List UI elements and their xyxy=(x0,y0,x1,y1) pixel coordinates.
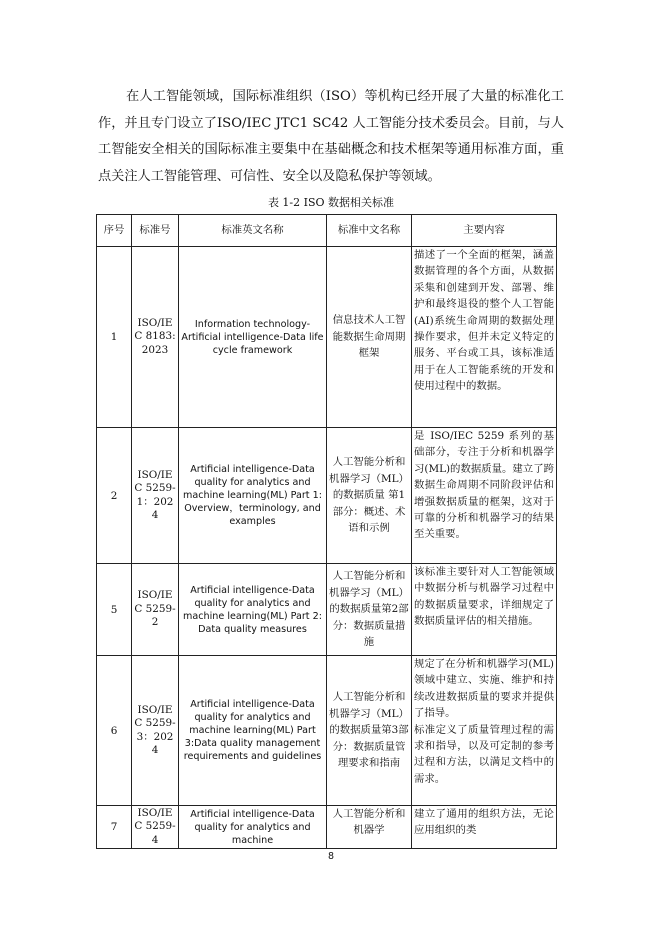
cell-content: 描述了一个全面的框架，涵盖数据管理的各个方面，从数据采集和创建到开发、部署、维护和最终退役的整个人工智能(AI)系统生命周期的数据处理操作要求，但并未定义特定的服务、平台或工具，该标准适用于在人工智能系统的开发和使用过程中的数据。 xyxy=(412,247,557,428)
cell-en-name: Information technology-Artificial intelligence-Data life cycle framework xyxy=(179,247,327,428)
cell-en-name: Artificial intelligence-Data quality for analytics and machine learning(ML) Part 2: Data quality measures xyxy=(179,564,327,656)
cell-code: ISO/IEC 5259-1：2024 xyxy=(132,428,179,564)
header-no: 序号 xyxy=(97,215,132,247)
table-row xyxy=(97,806,557,849)
cell-cn-name: 人工智能分析和机器学习（ML）的数据质量第3部分：数据质量管理要求和指南 xyxy=(327,656,412,806)
cell-code: ISO/IEC 5259-4 xyxy=(132,806,179,849)
cell-content: 该标准主要针对人工智能领域中数据分析与机器学习过程中的数据质量要求，详细规定了数据质量评估的相关措施。 xyxy=(412,564,557,656)
cell-no: 2 xyxy=(97,428,132,564)
header-content: 主要内容 xyxy=(412,215,557,247)
table-row xyxy=(97,428,557,564)
cell-code: ISO/IEC 8183:2023 xyxy=(132,247,179,428)
cell-en-name: Artificial intelligence-Data quality for analytics and machine learning(ML) Part 1: Overview，terminology, and examples xyxy=(179,428,327,564)
cell-cn-name: 信息技术人工智能数据生命周期框架 xyxy=(327,247,412,428)
cell-cn-name: 人工智能分析和机器学习（ML）的数据质量第2部分：数据质量措施 xyxy=(327,564,412,656)
cell-en-name: Artificial intelligence-Data quality for analytics and machine xyxy=(179,806,327,849)
iso-standards-table xyxy=(96,214,557,849)
cell-cn-name: 人工智能分析和机器学 xyxy=(327,806,412,849)
table-header-row xyxy=(97,215,557,247)
cell-no: 5 xyxy=(97,564,132,656)
header-cn-name: 标准中文名称 xyxy=(327,215,412,247)
page-number: 8 xyxy=(327,851,335,862)
cell-content: 规定了在分析和机器学习(ML)领域中建立、实施、维护和持续改进数据质量的要求并提供了指导。 标准定义了质量管理过程的需求和指导，以及可定制的参考过程和方法，以满足文档中的需求。 xyxy=(412,656,557,806)
table-row xyxy=(97,247,557,428)
table-row xyxy=(97,564,557,656)
cell-no: 1 xyxy=(97,247,132,428)
header-code: 标准号 xyxy=(132,215,179,247)
cell-code: ISO/IEC 5259-3：2024 xyxy=(132,656,179,806)
intro-paragraph: 在人工智能领域，国际标准组织（ISO）等机构已经开展了大量的标准化工作，并且专门设立了ISO/IEC JTC1 SC42 人工智能分技术委员会。目前，与人工智能安全相关的国际标准主要集中在基础概念和技术框架等通用标准方面，重点关注人工智能管理、可信性、安全以及隐私保护等领域。 xyxy=(98,89,564,184)
cell-code: ISO/IEC 5259-2 xyxy=(132,564,179,656)
table-caption: 表 1-2 ISO 数据相关标准 xyxy=(267,196,395,209)
header-en-name: 标准英文名称 xyxy=(179,215,327,247)
cell-en-name: Artificial intelligence-Data quality for analytics and machine learning(ML) Part 3:Data quality management requirements and guidelines xyxy=(179,656,327,806)
cell-no: 7 xyxy=(97,806,132,849)
cell-cn-name: 人工智能分析和机器学习（ML）的数据质量 第1部分：概述、术语和示例 xyxy=(327,428,412,564)
cell-content: 是 ISO/IEC 5259 系列的基础部分，专注于分析和机器学习(ML)的数据质量。建立了跨数据生命周期不同阶段评估和增强数据质量的框架，这对于可靠的分析和机器学习的结果至关重要。 xyxy=(412,428,557,564)
table-row xyxy=(97,656,557,806)
cell-no: 6 xyxy=(97,656,132,806)
cell-content: 建立了通用的组织方法，无论应用组织的类 xyxy=(412,806,557,849)
